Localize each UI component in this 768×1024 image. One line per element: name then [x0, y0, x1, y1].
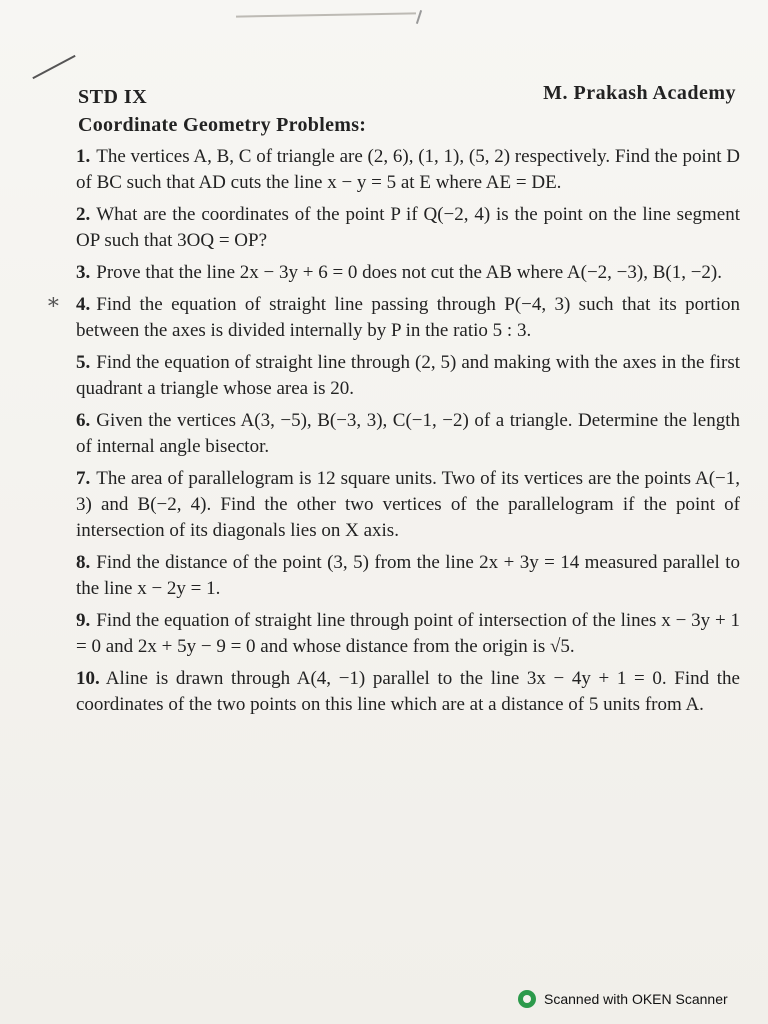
problem-number: 4.: [76, 294, 91, 315]
class-label: STD IX: [78, 86, 148, 108]
scanner-watermark: [518, 990, 728, 1008]
problem-item: [76, 350, 740, 402]
problem-text: What are the coordinates of the point P if Q(−2, 4) is the point on the line segment OP such that 3OQ = OP?: [76, 204, 740, 251]
problem-item: [76, 202, 740, 254]
pencil-stroke-left: [32, 55, 75, 79]
problem-text: Prove that the line 2x − 3y + 6 = 0 does not cut the AB where A(−2, −3), B(1, −2).: [96, 262, 723, 283]
problem-number: 10.: [76, 668, 100, 689]
problem-number: 9.: [76, 610, 91, 631]
problem-item: [76, 608, 740, 660]
margin-asterisk-mark: ∗: [46, 290, 61, 315]
problem-list: [76, 144, 740, 724]
pencil-stroke-top: [236, 12, 416, 17]
scanner-watermark-text: Scanned with OKEN Scanner: [544, 991, 728, 1007]
problem-text: Given the vertices A(3, −5), B(−3, 3), C(−1, −2) of a triangle. Determine the length of internal angle bisector.: [76, 410, 740, 457]
problem-item: [76, 260, 740, 286]
problem-text: The area of parallelogram is 12 square units. Two of its vertices are the points A(−1, 3) and B(−2, 4). Find the other two vertices of the parallelogram if the point of intersection of its diagonals lies on X axis.: [76, 468, 740, 541]
problem-item: [76, 144, 740, 196]
oken-logo-icon: [518, 990, 536, 1008]
problem-number: 5.: [76, 352, 91, 373]
problem-item: [76, 466, 740, 544]
problem-text: Find the distance of the point (3, 5) from the line 2x + 3y = 14 measured parallel to the line x − 2y = 1.: [76, 552, 740, 599]
problem-number: 7.: [76, 468, 91, 489]
problem-number: 8.: [76, 552, 91, 573]
problem-item: [76, 292, 740, 344]
problem-number: 6.: [76, 410, 91, 431]
problem-text: Aline is drawn through A(4, −1) parallel to the line 3x − 4y + 1 = 0. Find the coordinates of the two points on this line which are at a distance of 5 units from A.: [76, 668, 740, 715]
academy-name: M. Prakash Academy: [543, 82, 736, 104]
problem-number: 2.: [76, 204, 91, 225]
problem-text: Find the equation of straight line through point of intersection of the lines x − 3y + 1 = 0 and 2x + 5y − 9 = 0 and whose distance from the origin is √5.: [76, 610, 740, 657]
problem-text: The vertices A, B, C of triangle are (2, 6), (1, 1), (5, 2) respectively. Find the point D of BC such that AD cuts the line x − y = 5 at E where AE = DE.: [76, 146, 740, 193]
problem-item: [76, 550, 740, 602]
worksheet-title: Coordinate Geometry Problems:: [78, 114, 367, 136]
problem-number: 1.: [76, 146, 91, 167]
problem-text: Find the equation of straight line passing through P(−4, 3) such that its portion between the axes is divided internally by P in the ratio 5 : 3.: [76, 294, 740, 341]
pencil-tick-mark: [416, 10, 422, 24]
problem-item: [76, 666, 740, 718]
problem-text: Find the equation of straight line through (2, 5) and making with the axes in the first quadrant a triangle whose area is 20.: [76, 352, 740, 399]
problem-number: 3.: [76, 262, 91, 283]
problem-item: [76, 408, 740, 460]
